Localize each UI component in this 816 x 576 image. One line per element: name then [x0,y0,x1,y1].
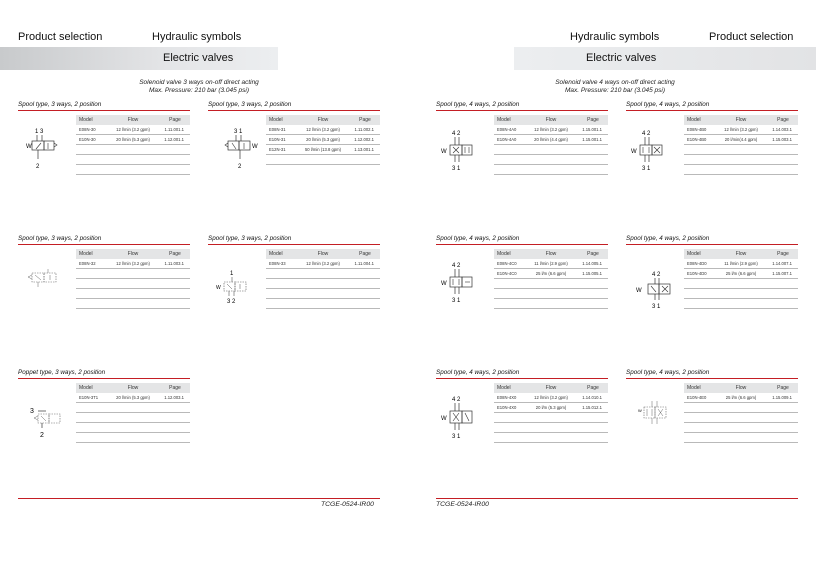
cell-model: E10N-31 [269,137,286,142]
table-row-empty [494,413,608,423]
table-row-empty [76,269,190,279]
valve-cell [626,369,798,464]
port-label-bottom: 3 1 [642,166,651,172]
table-row-empty [494,433,608,443]
col-flow: Flow [735,385,747,391]
cell-flow: 12 l/min (3.2 gpm) [724,127,758,132]
col-flow: Flow [127,385,139,391]
svg-text:W: W [216,285,221,291]
col-flow: Flow [127,251,139,257]
model-table [266,249,380,309]
model-table [494,249,608,309]
table-row-empty [494,299,608,309]
cell-model: E08N-32 [79,261,96,266]
table-header [266,249,380,259]
cell-title: Poppet type, 3 ways, 2 position [18,369,106,376]
model-table [266,115,380,165]
cell-flow: 12 l/min (3.2 gpm) [534,395,568,400]
col-page: Page [587,251,599,257]
col-flow: Flow [317,117,329,123]
table-header [684,383,798,393]
col-page: Page [169,117,181,123]
cell-model: E10N-30 [79,137,96,142]
subheading-line1: Solenoid valve 3 ways on-off direct acting [139,79,259,86]
valve-cell [18,235,190,330]
col-model: Model [687,117,701,123]
header-hydraulic-symbols: Hydraulic symbols [570,31,660,43]
svg-text:W: W [441,416,447,422]
table-row [266,125,380,135]
table-header [684,115,798,125]
cell-title: Spool type, 4 ways, 2 position [436,101,520,108]
cell-flow: 20 l/min(4.4 gpm) [724,137,758,142]
cell-model: E10N-4A0 [497,137,517,142]
col-model: Model [269,251,283,257]
cell-model: E08N-33 [269,261,286,266]
cell-page: 1.12.002.1 [354,137,374,142]
hydraulic-symbol-4way-icon [626,387,680,447]
table-row [684,135,798,145]
port-label-bottom: 3 1 [652,304,661,310]
table-row [494,403,608,413]
cell-flow: 25 l/m (6.6 gpm) [725,271,757,276]
cell-flow: 12 l/min (3.2 gpm) [306,127,340,132]
cell-title: Spool type, 4 ways, 2 position [626,101,710,108]
cell-divider [626,110,798,111]
table-row-empty [494,423,608,433]
col-flow: Flow [545,251,557,257]
subheading [104,79,294,95]
col-model: Model [497,251,511,257]
col-model: Model [687,385,701,391]
cell-page: 1.14.010.1 [582,395,602,400]
cell-model: E10N-3T1 [79,395,99,400]
cell-flow: 12 l/min (3.2 gpm) [116,261,150,266]
subheading-line1: Solenoid valve 4 ways on-off direct acting [555,79,675,86]
cell-flow: 12 l/min (3.2 gpm) [116,127,150,132]
table-row-empty [684,145,798,155]
table-row-empty [266,269,380,279]
hydraulic-symbol-4way-icon [626,253,680,313]
cell-flow: 25 l/m (6.6 gpm) [725,395,757,400]
footer-code: TCGE-0524-IR00 [436,501,489,508]
col-model: Model [687,251,701,257]
header-product-selection: Product selection [18,31,103,43]
col-flow: Flow [545,117,557,123]
table-row-empty [266,299,380,309]
table-row-empty [684,433,798,443]
table-row-empty [684,423,798,433]
port-label-top: 4 2 [452,263,461,269]
table-header [684,249,798,259]
cell-flow: 50 l/min (13.8 gpm) [304,147,342,152]
table-row-empty [76,423,190,433]
cell-flow: 11 l/min (2.9 gpm) [534,261,568,266]
cell-divider [18,378,190,379]
table-header [494,383,608,393]
cell-page: 1.11.001.1 [164,127,184,132]
header-product-selection: Product selection [709,31,794,43]
col-model: Model [497,117,511,123]
model-table [76,249,190,309]
table-row-empty [76,433,190,443]
cell-model: E08N-4C0 [497,261,517,266]
model-table [494,383,608,443]
section-band: Electric valves [514,47,816,70]
table-row [684,269,798,279]
table-row-empty [684,299,798,309]
cell-model: E08N-30 [79,127,96,132]
table-header [494,249,608,259]
col-page: Page [587,385,599,391]
col-model: Model [269,117,283,123]
model-table [76,115,190,175]
cell-page: 1.15.009.1 [772,395,792,400]
footer-code: TCGE-0524-IR00 [321,501,374,508]
cell-page: 1.15.005.1 [582,271,602,276]
cell-model: E10N-4X0 [497,405,517,410]
col-page: Page [359,117,371,123]
table-row [494,135,608,145]
port-label-top: 4 2 [452,397,461,403]
table-row [684,259,798,269]
table-row-empty [684,413,798,423]
table-row [76,125,190,135]
cell-divider [208,110,380,111]
cell-flow: 20 l/m (5.3 gpm) [535,405,567,410]
port-label-top: 4 2 [452,131,461,137]
cell-title: Spool type, 4 ways, 2 position [626,369,710,376]
cell-model: E08N-4D0 [687,261,707,266]
table-row [494,125,608,135]
hydraulic-symbol-4way-icon [436,253,490,313]
valve-cell [626,235,798,330]
svg-text:W: W [252,144,258,150]
col-model: Model [79,117,93,123]
table-row-empty [76,165,190,175]
cell-flow: 12 l/min (3.2 gpm) [306,261,340,266]
col-flow: Flow [317,251,329,257]
cell-model: E08N-4A0 [497,127,517,132]
model-table [494,115,608,175]
cell-divider [18,244,190,245]
valve-cell [18,369,190,464]
cell-title: Spool type, 3 ways, 2 position [18,101,102,108]
table-row-empty [76,155,190,165]
table-header [494,115,608,125]
cell-page: 1.15.001.1 [582,137,602,142]
cell-page: 1.14.003.1 [772,127,792,132]
col-page: Page [777,117,789,123]
col-page: Page [777,385,789,391]
cell-flow: 12 l/min (3.2 gpm) [534,127,568,132]
table-row-empty [76,279,190,289]
table-row-empty [684,403,798,413]
cell-divider [626,244,798,245]
table-header [76,115,190,125]
svg-text:W: W [636,288,642,294]
table-row [684,393,798,403]
cell-title: Spool type, 4 ways, 2 position [436,235,520,242]
cell-page: 1.11.002.1 [354,127,374,132]
hydraulic-symbol-4way-icon [626,119,680,179]
table-row [266,259,380,269]
svg-text:W: W [441,281,447,287]
table-row-empty [494,289,608,299]
cell-flow: 25 l/m (6.6 gpm) [535,271,567,276]
hydraulic-symbol-3way-icon [18,119,72,179]
cell-page: 1.15.012.1 [582,405,602,410]
table-row-empty [684,155,798,165]
svg-text:W: W [26,144,32,150]
right-page [408,0,816,576]
table-header [266,115,380,125]
cell-title: Spool type, 4 ways, 2 position [436,369,520,376]
col-flow: Flow [545,385,557,391]
port-label-bottom: 3 1 [452,434,461,440]
subheading [520,79,710,95]
cell-model: E10N-4C0 [497,271,517,276]
cell-model: E08N-4B0 [687,127,707,132]
table-row-empty [494,145,608,155]
table-row-empty [76,289,190,299]
valve-cell [18,101,190,196]
valve-cell [436,101,608,196]
cell-divider [436,378,608,379]
cell-model: E10N-4E0 [687,395,707,400]
cell-divider [18,110,190,111]
port-label-top: 3 [30,408,34,415]
table-row-empty [494,155,608,165]
cell-flow: 20 l/min (5.3 gpm) [116,395,150,400]
table-header [76,383,190,393]
table-row [684,125,798,135]
cell-divider [436,244,608,245]
cell-model: E10N-4D0 [687,271,707,276]
port-label-bottom: 3 1 [452,298,461,304]
valve-cell [436,235,608,330]
valve-cell [208,235,380,330]
table-row-empty [494,165,608,175]
cell-divider [436,110,608,111]
cell-page: 1.15.003.1 [772,137,792,142]
port-label-top: 3 1 [234,129,243,135]
table-row-empty [684,279,798,289]
port-label-top: 1 3 [35,129,44,135]
svg-text:W: W [638,408,642,413]
col-model: Model [79,251,93,257]
cell-page: 1.15.007.1 [772,271,792,276]
col-page: Page [587,117,599,123]
header-hydraulic-symbols: Hydraulic symbols [152,31,242,43]
footer-rule [18,498,380,499]
port-label-top: 4 2 [642,131,651,137]
table-row-empty [76,403,190,413]
cell-page: 1.12.003.1 [164,395,184,400]
table-row [76,135,190,145]
subheading-line2: Max. Pressure: 210 bar (3.045 psi) [564,87,666,94]
cell-model: E08N-4X0 [497,395,517,400]
cell-flow: 20 l/min (4.4 gpm) [534,137,568,142]
valve-cell [208,101,380,196]
table-row [494,393,608,403]
section-band: Electric valves [0,47,278,70]
cell-divider [626,378,798,379]
cell-model: E12N-31 [269,147,286,152]
cell-page: 1.12.001.1 [164,137,184,142]
col-flow: Flow [127,117,139,123]
footer-rule [436,498,798,499]
cell-divider [208,244,380,245]
model-table [684,383,798,443]
cell-page: 1.13.001.1 [354,147,374,152]
model-table [684,249,798,309]
hydraulic-symbol-3way-icon [208,119,262,179]
cell-model: E10N-4B0 [687,137,707,142]
cell-page: 1.14.005.1 [582,261,602,266]
cell-title: Spool type, 4 ways, 2 position [626,235,710,242]
hydraulic-symbol-3way-icon [208,253,262,313]
cell-page: 1.11.003.1 [164,261,184,266]
hydraulic-symbol-poppet-icon [18,387,72,447]
table-row-empty [266,155,380,165]
model-table [684,115,798,175]
col-page: Page [169,251,181,257]
port-label-bottom: 2 [40,432,44,439]
table-row [494,259,608,269]
cell-page: 1.15.001.1 [582,127,602,132]
subheading-line2: Max. Pressure: 210 bar (3.045 psi) [148,87,250,94]
hydraulic-symbol-3way-icon [18,253,72,313]
port-label-bottom: 3 1 [452,166,461,172]
table-row-empty [684,289,798,299]
table-row-empty [76,413,190,423]
cell-page: 1.14.007.1 [772,261,792,266]
col-model: Model [497,385,511,391]
cell-model: E08N-31 [269,127,286,132]
table-row-empty [76,145,190,155]
cell-flow: 20 l/min (5.3 gpm) [306,137,340,142]
table-row [494,269,608,279]
port-label-bottom: 2 [238,164,242,170]
col-page: Page [777,251,789,257]
cell-title: Spool type, 3 ways, 2 position [208,235,292,242]
svg-text:W: W [631,149,637,155]
table-row-empty [494,279,608,289]
table-row-empty [266,279,380,289]
col-model: Model [79,385,93,391]
col-flow: Flow [735,117,747,123]
cell-flow: 11 l/min (2.9 gpm) [724,261,758,266]
valve-cell [626,101,798,196]
port-label-bottom: 3 2 [227,299,236,305]
table-row [76,393,190,403]
hydraulic-symbol-4way-icon [436,387,490,447]
table-header [76,249,190,259]
col-page: Page [169,385,181,391]
cell-page: 1.11.004.1 [354,261,374,266]
table-row-empty [684,165,798,175]
table-row [266,145,380,155]
cell-title: Spool type, 3 ways, 2 position [18,235,102,242]
port-label-bottom: 2 [36,164,40,170]
port-label-top: 1 [230,271,234,277]
hydraulic-symbol-4way-icon [436,119,490,179]
model-table [76,383,190,443]
svg-text:W: W [441,149,447,155]
cell-flow: 20 l/min (5.3 gpm) [116,137,150,142]
table-row [76,259,190,269]
valve-cell [436,369,608,464]
cell-title: Spool type, 3 ways, 2 position [208,101,292,108]
port-label-top: 4 2 [652,272,661,278]
col-page: Page [359,251,371,257]
table-row-empty [76,299,190,309]
table-row-empty [266,289,380,299]
col-flow: Flow [735,251,747,257]
table-row [266,135,380,145]
